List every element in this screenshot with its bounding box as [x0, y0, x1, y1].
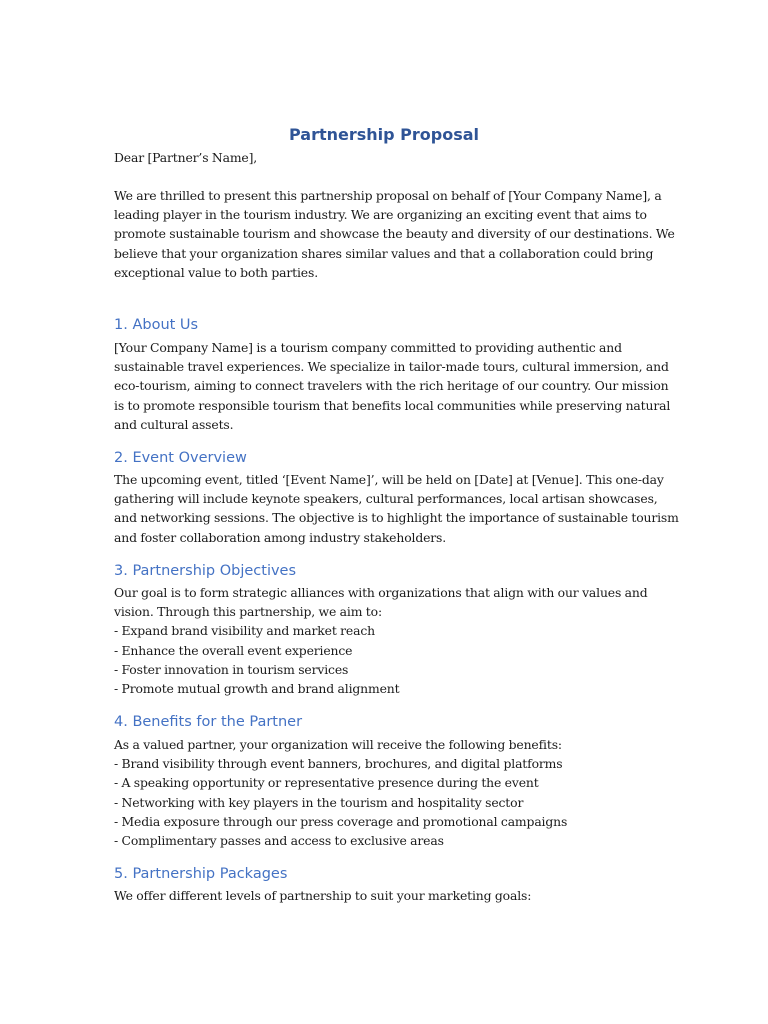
list-item: - A speaking opportunity or representative presence during the event: [114, 775, 539, 791]
section-heading-about-us: 1. About Us: [114, 317, 199, 333]
body-line: We offer different levels of partnership to suit your marketing goals:: [114, 888, 532, 903]
body-line: and networking sessions. The objective is to highlight the importance of sustainable tourism: [114, 510, 679, 526]
document-title: Partnership Proposal: [288, 125, 480, 144]
body-line: eco-tourism, aiming to connect travelers with the rich heritage of our country. Our mission: [114, 378, 669, 394]
list-item: - Promote mutual growth and brand alignment: [114, 681, 400, 697]
section-body-about-us: [114, 338, 671, 434]
body-line: The upcoming event, titled ‘[Event Name]’, will be held on [Date] at [Venue]. This one-day: [114, 472, 664, 487]
intro-paragraph: [114, 186, 675, 282]
list-item: - Enhance the overall event experience: [114, 642, 353, 658]
list-item: - Expand brand visibility and market reach: [114, 623, 375, 639]
list-item: - Networking with key players in the tourism and hospitality sector: [114, 794, 524, 810]
section-body-partnership-packages: [114, 886, 659, 905]
body-line: and foster collaboration among industry stakeholders.: [114, 529, 447, 545]
list-item: - Foster innovation in tourism services: [114, 661, 349, 677]
section-heading-partnership-objectives: 3. Partnership Objectives: [114, 563, 297, 579]
section-body-partnership-objectives: [114, 583, 659, 698]
section-heading-benefits-for-partner: 4. Benefits for the Partner: [114, 714, 303, 730]
intro-line: exceptional value to both parties.: [114, 264, 318, 280]
body-line: As a valued partner, your organization will receive the following benefits:: [114, 737, 562, 752]
section-body-event-overview: [114, 470, 679, 547]
section-body-benefits-for-partner: [114, 735, 659, 850]
body-line: and cultural assets.: [114, 416, 234, 432]
intro-line: leading player in the tourism industry. We are organizing an exciting event that aims to: [114, 207, 647, 223]
body-line: Our goal is to form strategic alliances with organizations that align with our values and: [114, 585, 648, 600]
list-item: - Complimentary passes and access to exclusive areas: [114, 833, 444, 849]
intro-line: We are thrilled to present this partnership proposal on behalf of [Your Company Name], a: [114, 188, 662, 203]
body-line: [Your Company Name] is a tourism company committed to providing authentic and: [114, 340, 622, 355]
list-item: - Brand visibility through event banners, brochures, and digital platforms: [114, 756, 563, 772]
salutation-text: Dear [Partner’s Name],: [114, 150, 258, 165]
body-line: sustainable travel experiences. We specialize in tailor-made tours, cultural immersion, and: [114, 359, 669, 375]
section-heading-event-overview: 2. Event Overview: [114, 450, 247, 466]
salutation: [114, 148, 659, 167]
body-line: gathering will include keynote speakers, cultural performances, local artisan showcases,: [114, 491, 658, 507]
section-heading-partnership-packages: 5. Partnership Packages: [114, 866, 288, 882]
intro-line: believe that your organization shares similar values and that a collaboration could bring: [114, 245, 654, 261]
list-item: - Media exposure through our press coverage and promotional campaigns: [114, 813, 568, 829]
body-line: is to promote responsible tourism that benefits local communities while preserving natural: [114, 397, 671, 413]
body-line: vision. Through this partnership, we aim to:: [114, 604, 382, 620]
intro-line: promote sustainable tourism and showcase the beauty and diversity of our destinations. We: [114, 226, 675, 242]
